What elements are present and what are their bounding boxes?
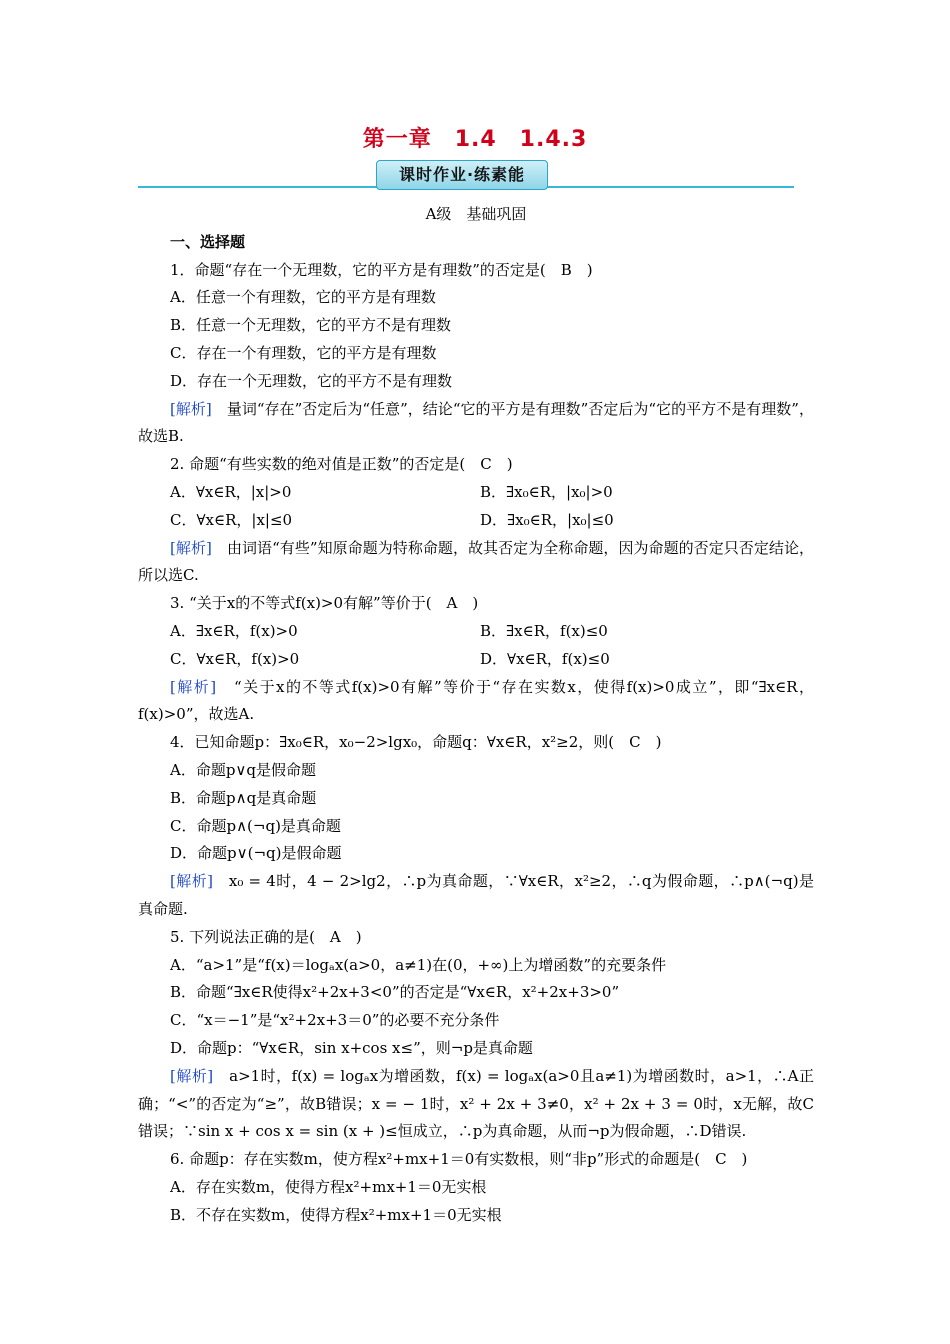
option-row <box>138 618 814 646</box>
analysis <box>138 868 814 924</box>
option: A．“a>1”是“f(x)＝logₐx(a>0，a≠1)在(0，+∞)上为增函数”的充要条件 <box>170 955 667 974</box>
option-row <box>138 479 814 507</box>
analysis <box>138 1063 814 1146</box>
option: C．∀x∈R，f(x)>0 <box>170 649 300 668</box>
analysis-tag: [解析] <box>170 1066 214 1085</box>
option-row <box>138 646 814 674</box>
option: A．∃x∈R，f(x)>0 <box>170 621 298 640</box>
option: B．命题p∧q是真命题 <box>170 788 317 807</box>
option: B．任意一个无理数，它的平方不是有理数 <box>170 316 452 335</box>
analysis-text: 量词“存在”否定后为“任意”，结论“它的平方是有理数”否定后为“它的平方不是有理数”，故选B. <box>138 399 814 446</box>
analysis-tag: [解析] <box>170 399 212 418</box>
question-stem: 5. 下列说法正确的是( A ) <box>170 927 362 946</box>
option: C．命题p∧(¬q)是真命题 <box>170 816 341 835</box>
option: D．∀x∈R，f(x)≤0 <box>480 649 610 668</box>
option: C．“x＝−1”是“x²+2x+3＝0”的必要不充分条件 <box>170 1011 500 1030</box>
option: C．∀x∈R，|x|≤0 <box>170 510 293 529</box>
question-stem: 4．已知命题p：∃x₀∈R，x₀−2>lgx₀，命题q：∀x∈R，x²≥2，则( C ) <box>170 733 662 752</box>
analysis <box>138 396 814 452</box>
analysis-text: a>1时，f(x) = logₐx为增函数，f(x) = logₐx(a>0且a≠1)为增函数时，a>1，∴A正确；“<”的否定为“≥”，故B错误；x = − 1时，x² + 2x + 3≠0，x² + 2x + 3 = 0时，x无解，故C错误；∵sin x + cos x = sin (x + )≤恒成立，∴p为真命题，从而¬p为假命题，∴D错误. <box>138 1066 814 1141</box>
analysis <box>138 674 814 730</box>
page-title: 第一章 1.4 1.4.3 <box>362 127 588 152</box>
analysis-tag: [解析] <box>170 872 213 891</box>
option: B．命题“∃x∈R使得x²+2x+3<0”的否定是“∀x∈R，x²+2x+3>0” <box>170 983 620 1002</box>
question-stem: 1．命题“存在一个无理数，它的平方是有理数”的否定是( B ) <box>170 260 593 279</box>
analysis-text: 由词语“有些”知原命题为特称命题，故其否定为全称命题，因为命题的否定只否定结论，所以选C. <box>138 538 814 585</box>
analysis-text: x₀ = 4时，4 − 2>lg2，∴p为真命题，∵∀x∈R，x²≥2，∴q为假命题，∴p∧(¬q)是真命题. <box>138 872 814 918</box>
option: B．∃x∈R，f(x)≤0 <box>480 621 608 640</box>
option: A．任意一个有理数，它的平方是有理数 <box>170 288 436 307</box>
option: A．∀x∈R，|x|>0 <box>170 482 292 501</box>
option-row <box>138 507 814 535</box>
analysis-tag: [解析] <box>170 538 212 557</box>
analysis-text: “关于x的不等式f(x)>0有解”等价于“存在实数x，使得f(x)>0成立”，即“∃x∈R，f(x)>0”，故选A. <box>138 677 814 724</box>
option: A．命题p∨q是假命题 <box>170 760 317 779</box>
question-stem: 2. 命题“有些实数的绝对值是正数”的否定是( C ) <box>170 455 513 474</box>
option: C．存在一个有理数，它的平方是有理数 <box>170 343 437 362</box>
section-heading: 一、选择题 <box>170 232 246 251</box>
option: D．存在一个无理数，它的平方不是有理数 <box>170 371 453 390</box>
level-heading: A级 基础巩固 <box>425 205 527 223</box>
analysis <box>138 535 814 591</box>
option: B．不存在实数m，使得方程x²+mx+1＝0无实根 <box>170 1205 502 1224</box>
analysis-tag: [解析] <box>170 677 217 696</box>
question-stem: 3. “关于x的不等式f(x)>0有解”等价于( A ) <box>170 594 479 613</box>
option: B．∃x₀∈R，|x₀|>0 <box>480 482 613 501</box>
banner-bar <box>138 160 794 192</box>
banner-label: 课时作业·练素能 <box>376 160 548 190</box>
document-body <box>138 201 814 1229</box>
option: D．命题p：“∀x∈R，sin x+cos x≤”，则¬p是真命题 <box>170 1038 533 1057</box>
option: D．命题p∨(¬q)是假命题 <box>170 844 342 863</box>
question-stem: 6. 命题p：存在实数m，使方程x²+mx+1＝0有实数根，则“非p”形式的命题是( C ) <box>170 1150 748 1169</box>
option: A．存在实数m，使得方程x²+mx+1＝0无实根 <box>170 1177 487 1196</box>
option: D．∃x₀∈R，|x₀|≤0 <box>480 510 614 529</box>
